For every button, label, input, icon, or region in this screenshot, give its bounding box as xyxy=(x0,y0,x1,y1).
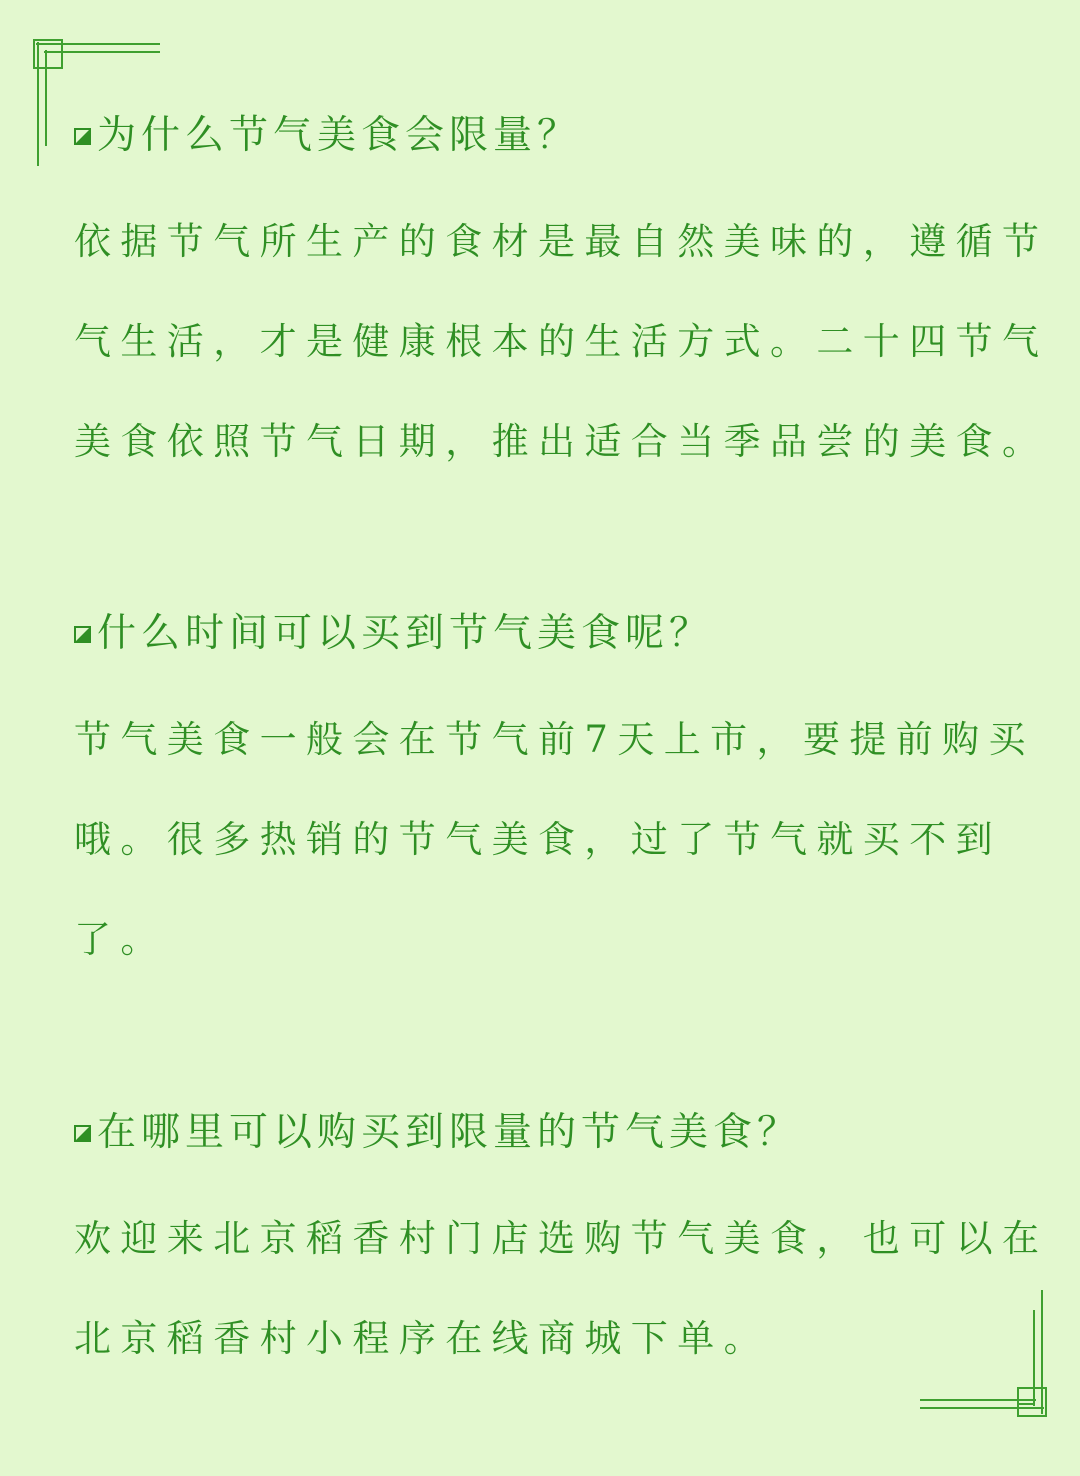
paragraph-line: 欢迎来北京稻香村门店选购节气美食，也可以在 xyxy=(74,1217,1049,1260)
section-paragraph xyxy=(74,690,1035,990)
paragraph-line: 美食依照节气日期，推出适合当季品尝的美食。 xyxy=(74,420,1049,463)
section-heading xyxy=(74,608,1014,660)
faq-section-1 xyxy=(74,110,1049,492)
section-heading xyxy=(74,1107,1014,1159)
section-paragraph xyxy=(74,1189,1049,1389)
paragraph-line: 哦。很多热销的节气美食，过了节气就买不到 xyxy=(74,818,1002,861)
section-paragraph xyxy=(74,192,1049,492)
section-heading-text: 在哪里可以购买到限量的节气美食？ xyxy=(97,1110,802,1155)
section-heading-text: 什么时间可以买到节气美食呢？ xyxy=(97,611,714,656)
paragraph-line: 了。 xyxy=(74,918,167,961)
paragraph-line: 节气美食一般会在节气前7天上市，要提前购买 xyxy=(74,718,1035,761)
square-bullet-icon xyxy=(74,1125,91,1142)
paragraph-line: 依据节气所生产的食材是最自然美味的，遵循节 xyxy=(74,220,1049,263)
square-bullet-icon xyxy=(74,128,91,145)
square-bullet-icon xyxy=(74,626,91,643)
paragraph-line: 气生活，才是健康根本的生活方式。二十四节气 xyxy=(74,320,1049,363)
section-heading-text: 为什么节气美食会限量？ xyxy=(97,113,582,158)
paragraph-line: 北京稻香村小程序在线商城下单。 xyxy=(74,1317,770,1360)
faq-section-3 xyxy=(74,1107,1049,1389)
faq-section-2 xyxy=(74,608,1035,990)
section-heading xyxy=(74,110,1014,162)
